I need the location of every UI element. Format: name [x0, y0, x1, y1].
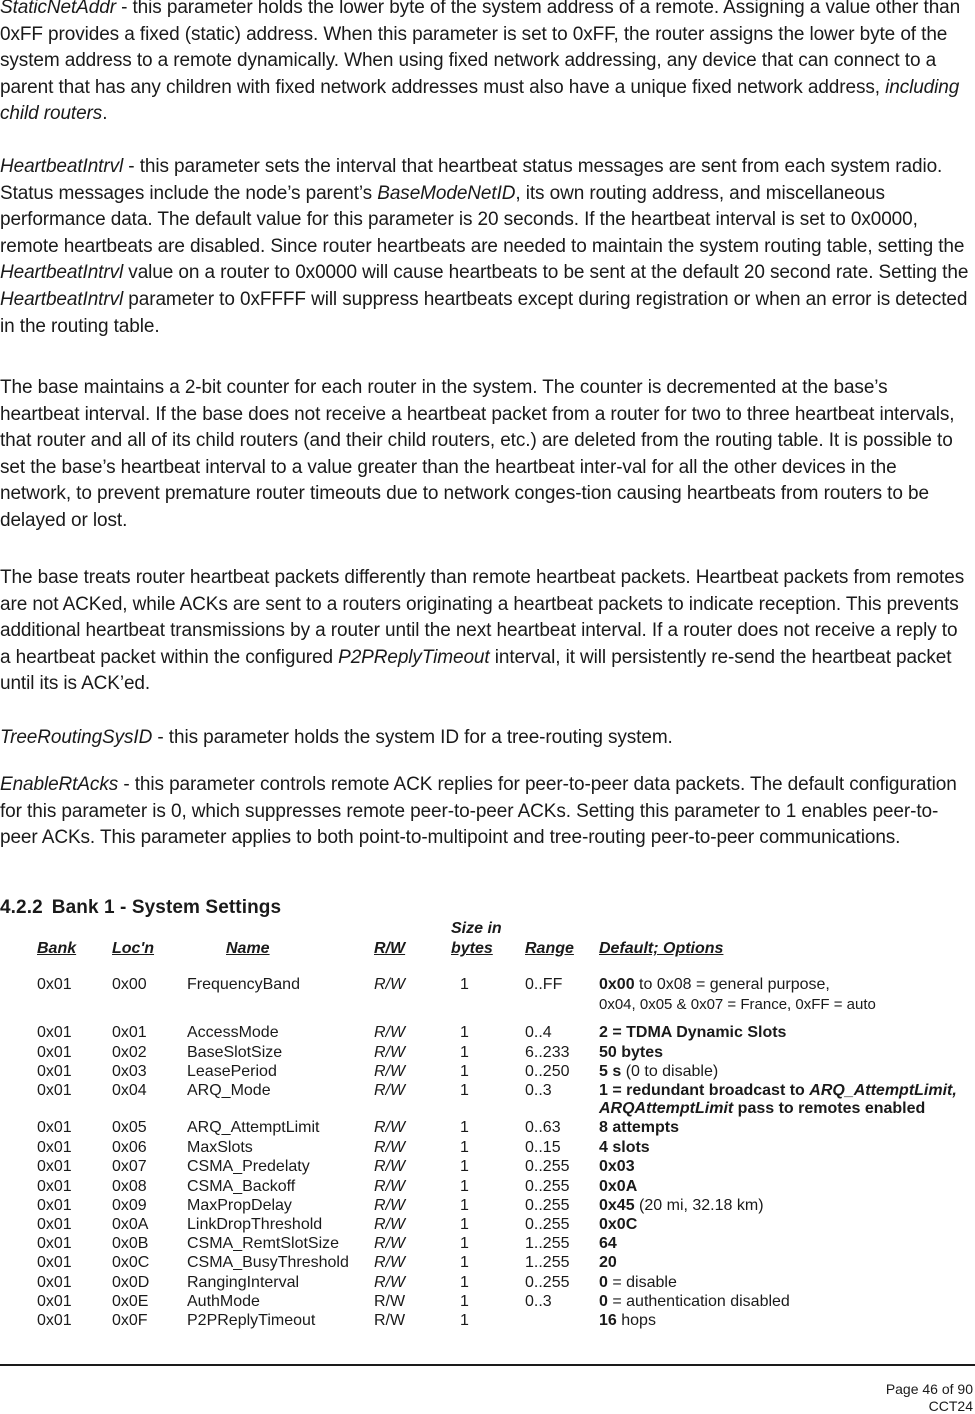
cell-rw: R/W: [374, 1197, 406, 1214]
cell-default: [599, 1063, 718, 1081]
cell-rw: R/W: [374, 976, 406, 993]
cell-loc: 0x06: [112, 1139, 147, 1156]
table-row: [0, 1235, 975, 1255]
cell-default: [599, 1197, 764, 1215]
paragraph-text: - this parameter controls remote ACK replies for peer-to-peer data packets. The default configuration for this parameter is 0, which suppresses remote peer-to-peer ACKs. Setting this parameter to 1 enables peer-to-peer ACKs. This parameter applies to both point-to-multipoint and tree-routing peer-to-peer communications.: [0, 774, 957, 849]
header-size-in: Size in: [451, 920, 502, 937]
cell-bank: 0x01: [37, 1235, 72, 1252]
cell-name: P2PReplyTimeout: [187, 1312, 316, 1329]
cell-name: CSMA_Predelaty: [187, 1158, 310, 1175]
table-row: [0, 976, 975, 1013]
paragraph-text: interval, it will persistently re-send the heartbeat packet until its is ACK’ed.: [0, 646, 952, 695]
header-name: Name: [226, 940, 270, 957]
cell-default: [599, 1235, 617, 1253]
cell-range: 0..3: [525, 1293, 552, 1310]
default-value: 4 slots: [599, 1139, 650, 1156]
param-ref: HeartbeatIntrvl: [0, 288, 124, 310]
table-row: [0, 1044, 975, 1064]
cell-range: 0..4: [525, 1024, 552, 1041]
cell-name: CSMA_BusyThreshold: [187, 1254, 349, 1271]
default-value: 0x00: [599, 976, 635, 993]
param-term: StaticNetAddr: [0, 0, 116, 18]
table-row: [0, 1119, 975, 1139]
cell-rw: R/W: [374, 1235, 406, 1252]
header-rw: R/W: [374, 940, 406, 957]
cell-default: [599, 1293, 790, 1311]
paragraph-text: value on a router to 0x0000 will cause heartbeats to be sent at the default 20 second rate. Setting the: [123, 262, 969, 284]
cell-range: 1..255: [525, 1235, 570, 1252]
header-loc: Loc'n: [112, 940, 155, 957]
default-value: pass to remotes enabled: [733, 1100, 926, 1117]
default-value: 0x0A: [599, 1178, 638, 1195]
cell-loc: 0x0A: [112, 1216, 149, 1233]
cell-loc: 0x0E: [112, 1293, 149, 1310]
cell-rw: R/W: [374, 1312, 406, 1329]
cell-default: [599, 1254, 617, 1272]
default-value: 0x45: [599, 1197, 635, 1214]
cell-default: [599, 1044, 663, 1062]
default-value: 8 attempts: [599, 1119, 680, 1136]
table-row: [0, 1293, 975, 1313]
default-note: (20 mi, 32.18 km): [634, 1197, 764, 1214]
section-title: Bank 1 - System Settings: [51, 897, 282, 918]
cell-bank: 0x01: [37, 1254, 72, 1271]
paragraph-enable-rt-acks: [0, 772, 972, 852]
cell-bank: 0x01: [37, 1197, 72, 1214]
cell-name: LinkDropThreshold: [187, 1216, 323, 1233]
cell-rw: R/W: [374, 1178, 406, 1195]
param-ref: P2PReplyTimeout: [338, 646, 490, 668]
cell-loc: 0x07: [112, 1158, 147, 1175]
cell-range: 0..FF: [525, 976, 563, 993]
cell-bank: 0x01: [37, 1044, 72, 1061]
cell-size: 1: [460, 1119, 469, 1136]
cell-bank: 0x01: [37, 1216, 72, 1233]
default-note: = authentication disabled: [607, 1293, 790, 1310]
page-number: Page 46 of 90: [885, 1381, 973, 1397]
cell-loc: 0x0B: [112, 1235, 149, 1252]
table-row: [0, 1158, 975, 1178]
default-value: 50 bytes: [599, 1044, 664, 1061]
cell-size: 1: [460, 1197, 469, 1214]
cell-size: 1: [460, 1293, 469, 1310]
paragraph-text: - this parameter holds the lower byte of the system address of a remote. Assigning a value other than 0xFF provides a fixed (static) address. When this parameter is set to 0xFF, the router assigns the lower byte of the system address to a remote dynamically. When using fixed network addressing, any device that can connect to a parent that has any children with fixed network addresses must also have a unique fixed network address,: [0, 0, 961, 98]
cell-size: 1: [460, 1178, 469, 1195]
cell-size: 1: [460, 1063, 469, 1080]
cell-range: 0..63: [525, 1119, 561, 1136]
cell-name: CSMA_RemtSlotSize: [187, 1235, 340, 1252]
cell-size: 1: [460, 1235, 469, 1252]
paragraph-text: .: [102, 103, 108, 125]
cell-bank: 0x01: [37, 1178, 72, 1195]
default-value: 0x03: [599, 1158, 635, 1175]
cell-loc: 0x02: [112, 1044, 147, 1061]
cell-range: 0..15: [525, 1139, 561, 1156]
cell-bank: 0x01: [37, 1082, 72, 1099]
table-row: [0, 1082, 975, 1117]
paragraph-base-counter: The base maintains a 2-bit counter for each router in the system. The counter is decremented at the base’s heartbeat interval. If the base does not receive a heartbeat packet from a router for two to three heartbeat intervals, that router and all of its child routers (and their child routers, etc.) are deleted from the routing table. It is possible to set the base’s heartbeat interval to a value greater than the heartbeat inter-val for all the other devices in the network, to prevent premature router timeouts due to network conges-tion causing heartbeats from routers to be delayed or lost.: [0, 377, 955, 531]
cell-loc: 0x08: [112, 1178, 147, 1195]
default-value: 2 = TDMA Dynamic Slots: [599, 1024, 787, 1041]
cell-default: [599, 1082, 957, 1100]
cell-name: FrequencyBand: [187, 976, 300, 993]
cell-rw: R/W: [374, 1024, 406, 1041]
table-row: [0, 1197, 975, 1217]
cell-size: 1: [460, 1024, 469, 1041]
table-row: [0, 1063, 975, 1083]
cell-range: 0..255: [525, 1274, 570, 1291]
cell-loc: 0x00: [112, 976, 147, 993]
default-value: 0: [599, 1274, 608, 1291]
paragraph-text: The base treats router heartbeat packets differently than remote heartbeat packets. Heartbeat packets from remotes are not ACKed, while ACKs are sent to a routers originating a heartbeat packets to indicate reception. This prevents additional heartbeat transmissions by a router until the next heartbeat interval. If a router does not receive a reply to a heartbeat packet within the configured: [0, 567, 965, 668]
cell-size: 1: [460, 976, 469, 993]
table-row: [0, 1274, 975, 1294]
header-range: Range: [525, 940, 574, 957]
cell-loc: 0x03: [112, 1063, 147, 1080]
cell-range: 0..250: [525, 1063, 570, 1080]
default-value: 5 s: [599, 1063, 622, 1080]
cell-size: 1: [460, 1216, 469, 1233]
paragraph-tree-routing-sys-id: [0, 725, 972, 752]
cell-loc: 0x01: [112, 1024, 147, 1041]
cell-loc: 0x05: [112, 1119, 147, 1136]
cell-default: [599, 1158, 635, 1176]
cell-size: 1: [460, 1254, 469, 1271]
cell-name: AccessMode: [187, 1024, 279, 1041]
cell-size: 1: [460, 1139, 469, 1156]
cell-rw: R/W: [374, 1139, 406, 1156]
cell-default: [599, 1178, 637, 1196]
cell-bank: 0x01: [37, 976, 72, 993]
cell-default: [599, 1139, 650, 1157]
cell-rw: R/W: [374, 1119, 406, 1136]
emphasis: including child routers: [0, 76, 960, 125]
header-bytes: bytes: [451, 940, 493, 957]
param-ref: BaseModeNetID: [377, 182, 516, 204]
cell-default: [599, 976, 830, 994]
cell-default: [599, 1312, 656, 1330]
paragraph-text: , its own routing address, and miscellaneous performance data. The default value for this parameter is 20 seconds. If the heartbeat interval is set to 0x0000, remote heartbeats are disabled. Since router heartbeats are needed to maintain the system routing table, setting the: [0, 182, 965, 257]
cell-name: MaxPropDelay: [187, 1197, 292, 1214]
cell-loc: 0x0D: [112, 1274, 150, 1291]
table-row: [0, 1139, 975, 1159]
paragraph-router-heartbeat: [0, 565, 972, 698]
cell-range: 0..255: [525, 1216, 570, 1233]
table-row: [0, 1312, 975, 1332]
param-term: EnableRtAcks: [0, 774, 119, 795]
table-row: [0, 1024, 975, 1044]
cell-name: RangingInterval: [187, 1274, 300, 1291]
paragraph-static-net-addr: [0, 0, 972, 128]
cell-rw: R/W: [374, 1063, 406, 1080]
paragraph-text: - this parameter holds the system ID for a tree-routing system.: [152, 727, 673, 748]
default-note: to 0x08 = general purpose,: [634, 976, 830, 993]
cell-loc: 0x0F: [112, 1312, 148, 1329]
cell-bank: 0x01: [37, 1293, 72, 1310]
cell-name: CSMA_Backoff: [187, 1178, 296, 1195]
cell-bank: 0x01: [37, 1119, 72, 1136]
default-param-ref: ARQ_AttemptLimit,: [809, 1082, 957, 1099]
cell-range: 1..255: [525, 1254, 570, 1271]
cell-rw: R/W: [374, 1044, 406, 1061]
cell-default: [599, 1119, 679, 1137]
cell-name: LeasePeriod: [187, 1063, 277, 1080]
header-bank: Bank: [37, 940, 77, 957]
section-number: 4.2.2: [0, 897, 43, 918]
cell-size: 1: [460, 1274, 469, 1291]
default-note: = disable: [607, 1274, 677, 1291]
cell-name: BaseSlotSize: [187, 1044, 283, 1061]
default-note: (0 to disable): [621, 1063, 719, 1080]
table-row: [0, 1178, 975, 1198]
document-code: CCT24: [928, 1398, 973, 1414]
cell-name: AuthMode: [187, 1293, 260, 1310]
cell-rw: R/W: [374, 1274, 406, 1291]
section-heading: [0, 897, 281, 919]
cell-rw: R/W: [374, 1082, 406, 1099]
cell-default: [599, 1024, 786, 1042]
cell-range: 0..255: [525, 1178, 570, 1195]
cell-bank: 0x01: [37, 1312, 72, 1329]
param-ref: HeartbeatIntrvl: [0, 262, 124, 284]
cell-rw: R/W: [374, 1254, 406, 1271]
default-value: 0x0C: [599, 1216, 638, 1233]
footer-divider: [0, 1364, 975, 1366]
cell-size: 1: [460, 1082, 469, 1099]
cell-default: [599, 1216, 637, 1234]
default-value: 16: [599, 1312, 617, 1329]
cell-size: 1: [460, 1312, 469, 1329]
cell-size: 1: [460, 1158, 469, 1175]
cell-rw: R/W: [374, 1158, 406, 1175]
default-param-ref: ARQAttemptLimit: [599, 1100, 734, 1117]
default-line2: [599, 1100, 925, 1118]
header-default: Default; Options: [599, 940, 724, 957]
cell-bank: 0x01: [37, 1139, 72, 1156]
default-value: 1 = redundant broadcast to: [599, 1082, 810, 1099]
cell-range: 0..255: [525, 1158, 570, 1175]
cell-name: ARQ_AttemptLimit: [187, 1119, 320, 1136]
cell-loc: 0x0C: [112, 1254, 150, 1271]
param-term: TreeRoutingSysID: [0, 727, 153, 748]
param-term: HeartbeatIntrvl: [0, 156, 124, 177]
cell-rw: R/W: [374, 1293, 406, 1310]
default-note-line2: 0x04, 0x05 & 0x07 = France, 0xFF = auto: [599, 996, 876, 1013]
table-row: [0, 1254, 975, 1274]
paragraph-text: - this parameter sets the interval that heartbeat status messages are sent from each system radio. Status messages include the node’s parent’s: [0, 156, 943, 204]
default-value: 20: [599, 1254, 617, 1271]
cell-range: 0..3: [525, 1082, 552, 1099]
cell-name: ARQ_Mode: [187, 1082, 271, 1099]
cell-bank: 0x01: [37, 1024, 72, 1041]
table-row: [0, 1216, 975, 1236]
cell-loc: 0x04: [112, 1082, 147, 1099]
cell-loc: 0x09: [112, 1197, 147, 1214]
cell-range: 0..255: [525, 1197, 570, 1214]
default-value: 0: [599, 1293, 608, 1310]
cell-bank: 0x01: [37, 1274, 72, 1291]
cell-bank: 0x01: [37, 1158, 72, 1175]
cell-default: [599, 1274, 677, 1292]
cell-bank: 0x01: [37, 1063, 72, 1080]
cell-size: 1: [460, 1044, 469, 1061]
cell-name: MaxSlots: [187, 1139, 253, 1156]
paragraph-heartbeat-intrvl: [0, 154, 972, 340]
paragraph-text: parameter to 0xFFFF will suppress heartbeats except during registration or when an error is detected in the routing table.: [0, 288, 968, 337]
cell-range: 6..233: [525, 1044, 570, 1061]
cell-rw: R/W: [374, 1216, 406, 1233]
default-value: 64: [599, 1235, 617, 1252]
default-note: hops: [616, 1312, 656, 1329]
table-header: [0, 920, 975, 960]
